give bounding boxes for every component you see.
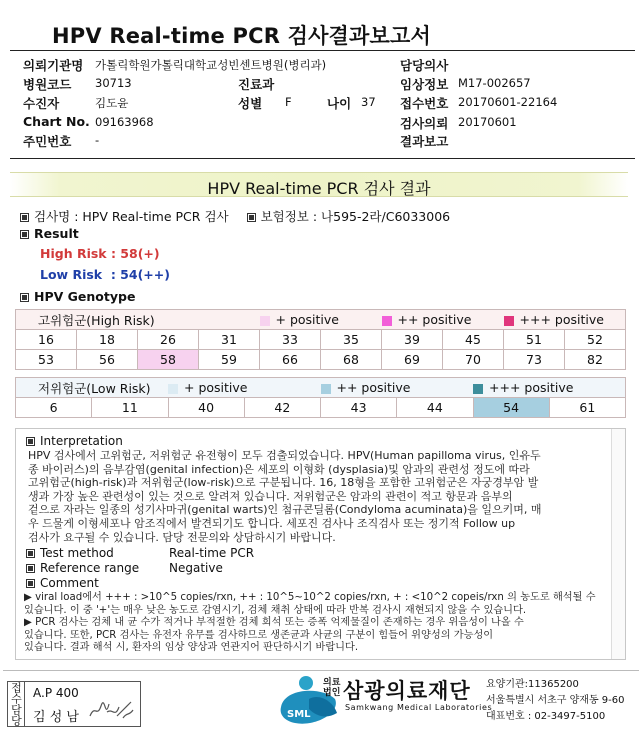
ap-code: A.P 400 (33, 686, 79, 700)
comment-line: 있습니다. 또한, PCR 검사는 유전자 유무를 검사하므로 생존균과 사균의 구분이 힘들어 위양성의 가능성이 (24, 629, 494, 641)
interpretation-heading: Interpretation (26, 434, 123, 448)
genotype-cell: 11 (92, 398, 168, 418)
banner-title-ko: 검사 결과 (358, 179, 431, 198)
genotype-cell: 26 (138, 330, 199, 350)
org-info-phone: 대표번호 : 02-3497-5100 (486, 711, 606, 722)
age-value: 37 (361, 95, 376, 109)
genotype-cell: 53 (16, 350, 77, 370)
interpretation-line: 생과 가장 높은 관련성이 있는 것으로 알려져 있습니다. 저위험군은 암과의 관련이 적고 항문과 음부의 (28, 489, 513, 503)
banner-title-en: HPV Real-time PCR (207, 179, 359, 198)
interpretation-line: HPV 검사에서 고위험군, 저위험군 유전형이 모두 검출되었습니다. HPV(Human papilloma virus, 인유두 (28, 449, 541, 462)
header-row-receipt-no: 접수번호 20170601-22164 (400, 95, 558, 111)
genotype-cell: 6 (16, 398, 92, 418)
org-info-code: 요양기관:11365200 (486, 679, 579, 690)
receipt-box (25, 681, 141, 727)
genotype-cell: 39 (382, 330, 443, 350)
genotype-cell: 68 (321, 350, 382, 370)
header-row-patient: 수진자 김도윤 (23, 96, 129, 111)
comment-line: ▶ viral load에서 +++ : >10^5 copies/rxn, ++ : 10^5~10^2 copies/rxn, + : <10^2 copeis/rxn 의 농도로 해석될 수 (24, 592, 596, 603)
genotype-cell: 35 (321, 330, 382, 350)
org-name-en: Samkwang Medical Laboratories (345, 703, 493, 712)
interpretation-line: 종 바이러스)의 음부감염(genital infection)은 세포의 이형화 (dysplasia)및 암과의 관련성 정도에 따라 (28, 462, 530, 476)
genotype-cell: 18 (77, 330, 138, 350)
genotype-cell: 40 (168, 398, 244, 418)
section-square-icon (20, 230, 29, 239)
section-square-icon (247, 213, 256, 222)
legend-plus3-label: +++ positive (519, 312, 604, 327)
header-row-resident-no: 주민번호 - (23, 133, 100, 149)
section-square-icon (20, 213, 29, 222)
genotype-heading: HPV Genotype (20, 289, 135, 304)
section-square-icon (26, 564, 35, 573)
header-row-doctor: 담당의사 (400, 58, 449, 73)
genotype-cell: 52 (565, 330, 626, 350)
report-title: HPV Real-time PCR 검사결과보고서 (52, 24, 431, 48)
header-divider (10, 158, 635, 159)
receipt-side-label: 접수담당 (7, 681, 25, 727)
interpretation-line: 겉으로 자라는 일종의 성기사마귀(genital warts)인 첨규콘딜롬(Condyloma acuminata)을 일으키며, 매 (28, 503, 542, 517)
genotype-cell: 56 (77, 350, 138, 370)
high-risk-label: 고위험군(High Risk) (16, 310, 260, 330)
low-risk-row (16, 398, 626, 418)
reference-range-row: Reference range (26, 561, 139, 575)
test-method-value: Real-time PCR (169, 546, 255, 560)
title-divider (10, 50, 635, 51)
test-name: 검사명 : HPV Real-time PCR 검사 (34, 209, 229, 224)
genotype-cell: 51 (504, 330, 565, 350)
legend-plus-label: + positive (184, 380, 248, 395)
reference-range-value: Negative (169, 561, 223, 575)
signature-icon (87, 698, 135, 724)
comment-line: ▶ PCR 검사는 검체 내 균 수가 적거나 부적절한 검체 희석 또는 증폭 억제물질이 존재하는 경우 위음성이 나올 수 (24, 617, 524, 629)
header-row-request-date: 검사의뢰 20170601 (400, 115, 517, 131)
genotype-cell: 61 (549, 398, 625, 418)
legend-plus2-label: ++ positive (336, 380, 411, 395)
result-banner (10, 172, 628, 197)
genotype-cell: 70 (443, 350, 504, 370)
comment-line: 있습니다. 이 중 '+'는 매우 낮은 농도로 감염시기, 검체 채취 상태에 따라 반복 검사시 재현되지 않을 수 있습니다. (24, 604, 527, 616)
high-risk-header-row (16, 310, 626, 330)
legend-plus2-label: ++ positive (397, 312, 472, 327)
genotype-cell: 73 (504, 350, 565, 370)
interpretation-panel (15, 428, 626, 660)
sml-badge-text: SML (287, 709, 311, 720)
genotype-cell: 82 (565, 350, 626, 370)
test-method-row: Test method (26, 546, 114, 560)
genotype-cell: 69 (382, 350, 443, 370)
result-heading: Result (20, 226, 79, 241)
genotype-cell: 31 (199, 330, 260, 350)
genotype-cell: 42 (244, 398, 320, 418)
genotype-cell: 59 (199, 350, 260, 370)
header-row-report-date: 결과보고 (400, 134, 449, 149)
org-prefix: 의료 법인 (323, 678, 341, 698)
comment-heading: Comment (26, 576, 99, 590)
footer (3, 670, 639, 734)
interpretation-line: 고위험군(high-risk)과 저위험군(low-risk)으로 구분됩니다. 16, 18형을 포함한 고위험군은 자궁경부암 발 (28, 476, 539, 490)
receipt-staff-name: 김 성 남 (33, 710, 79, 725)
header-row-chart-no: Chart No. 09163968 (23, 114, 154, 129)
interpretation-line: 우 드물게 이형세포나 암조직에서 발견되기도 합니다. 세포진 검사나 조직검사 또는 정기적 Follow up (28, 517, 516, 530)
section-square-icon (20, 293, 29, 302)
header-row-institution: 의뢰기관명 가톨릭학원가톨릭대학교성빈센트병원(병리과) (23, 58, 327, 73)
high-risk-row-2 (16, 350, 626, 370)
high-risk-row-1 (16, 330, 626, 350)
genotype-cell: 44 (397, 398, 473, 418)
legend-plus2-swatch (382, 316, 392, 326)
low-risk-label: 저위험군(Low Risk) (16, 378, 169, 398)
low-risk-header-row (16, 378, 626, 398)
dept-label: 진료과 (238, 77, 275, 92)
section-square-icon (26, 579, 35, 588)
section-square-icon (26, 549, 35, 558)
interpretation-line: 검사가 요구될 수 있습니다. 담당 전문의와 상담하시기 바랍니다. (28, 530, 336, 544)
header-row-hospital-code: 병원코드 30713 (23, 76, 132, 92)
section-square-icon (26, 437, 35, 446)
legend-plus3-label: +++ positive (489, 380, 574, 395)
genotype-cell: 43 (321, 398, 397, 418)
genotype-cell: 33 (260, 330, 321, 350)
comment-line: 있습니다. 결과 해석 시, 환자의 임상 양상과 연관지어 판단하시기 바랍니다. (24, 642, 359, 654)
age-label: 나이 (327, 96, 352, 111)
genotype-cell: 16 (16, 330, 77, 350)
legend-plus3-swatch (504, 316, 514, 326)
test-name-line (20, 207, 450, 225)
low-risk-genotype-table (15, 377, 626, 418)
insurance-info: 보험정보 : 나595-2라/C6033006 (260, 209, 451, 224)
genotype-cell: 54 (473, 398, 549, 418)
org-name: 삼광의료재단 (343, 679, 471, 703)
sex-value: F (285, 95, 292, 109)
org-info-address: 서울특별시 서초구 양재동 9-60 (486, 695, 625, 706)
genotype-cell: 66 (260, 350, 321, 370)
legend-plus3-swatch (473, 384, 483, 394)
header-row-clinical-info: 임상정보 M17-002657 (400, 76, 531, 92)
legend-plus-swatch (260, 316, 270, 326)
genotype-cell: 45 (443, 330, 504, 350)
panel-scrollbar[interactable] (611, 429, 625, 659)
high-risk-genotype-table (15, 309, 626, 370)
high-risk-result: High Risk : 58(+) (40, 246, 160, 261)
legend-plus2-swatch (321, 384, 331, 394)
genotype-cell: 58 (138, 350, 199, 370)
low-risk-result: Low Risk : 54(++) (40, 267, 170, 282)
legend-plus-swatch (168, 384, 178, 394)
legend-plus-label: + positive (275, 312, 339, 327)
sex-label: 성별 (238, 96, 263, 111)
